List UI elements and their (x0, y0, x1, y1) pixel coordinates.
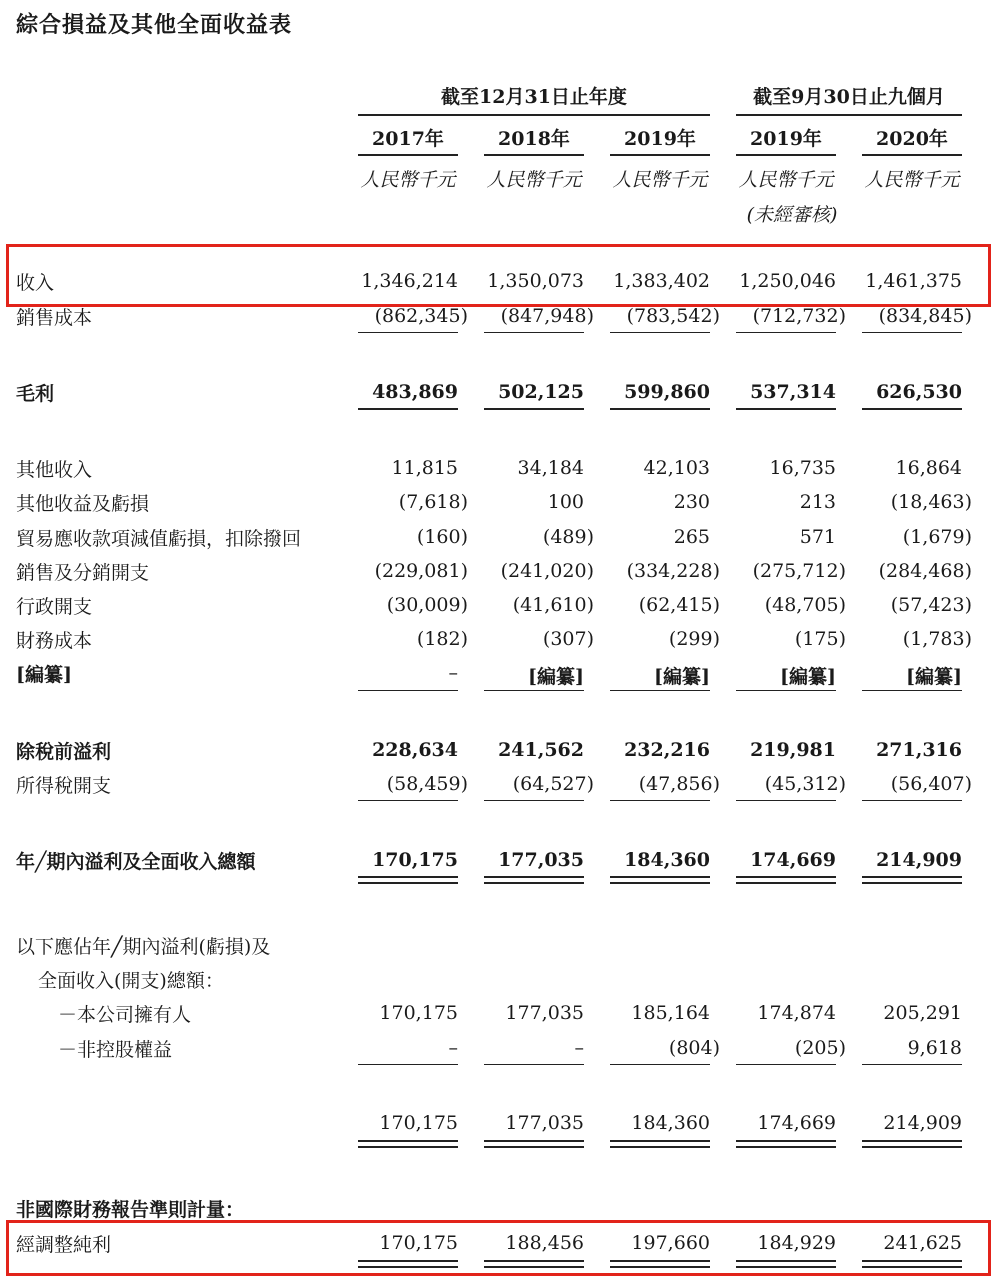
subtotal-rule (484, 800, 584, 801)
table-cell: 174,874 (757, 1002, 836, 1024)
subtotal-rule (862, 800, 962, 801)
table-cell: (783,542) (626, 305, 720, 327)
table-cell: (182) (416, 628, 468, 650)
total-double-rule (484, 876, 584, 884)
row-label-other-gains-losses: 其他收益及虧損 (16, 493, 150, 515)
table-cell: 1,346,214 (361, 270, 458, 292)
subtotal-rule (862, 1064, 962, 1065)
year-header: 2020年 (876, 128, 948, 150)
table-cell: 228,634 (372, 739, 458, 761)
subtotal-rule (358, 1064, 458, 1065)
table-cell: 1,350,073 (487, 270, 584, 292)
subtotal-rule (736, 800, 836, 801)
year-header-rule (484, 154, 584, 156)
table-cell: 219,981 (750, 739, 836, 761)
table-cell: 197,660 (631, 1232, 710, 1254)
row-label-income-tax: 所得稅開支 (16, 775, 112, 797)
table-cell: (834,845) (878, 305, 972, 327)
row-label-selling-expenses: 銷售及分銷開支 (16, 562, 150, 584)
table-cell: (804) (668, 1037, 720, 1059)
subtotal-rule (610, 1064, 710, 1065)
row-label-attributable-heading-1: 以下應佔年╱期內溢利(虧損)及 (16, 936, 271, 958)
table-cell: (284,468) (878, 560, 972, 582)
table-cell: (160) (416, 526, 468, 548)
table-cell: 42,103 (643, 457, 710, 479)
table-cell: 599,860 (624, 381, 710, 403)
row-label-redacted: [編纂] (16, 664, 72, 686)
table-cell: (712,732) (752, 305, 846, 327)
total-double-rule (358, 1140, 458, 1148)
row-label-impairment: 貿易應收款項減值虧損，扣除撥回 (16, 528, 302, 550)
year-header-rule (736, 154, 836, 156)
total-double-rule (862, 1140, 962, 1148)
table-cell: [編纂] (906, 666, 962, 688)
table-cell: (30,009) (386, 594, 468, 616)
subtotal-rule (862, 408, 962, 410)
table-cell: 11,815 (391, 457, 458, 479)
table-cell: (45,312) (764, 773, 846, 795)
table-cell: 170,175 (379, 1232, 458, 1254)
table-cell: (862,345) (374, 305, 468, 327)
period-group-rule-nine-months (736, 114, 962, 116)
subtotal-rule (736, 690, 836, 691)
currency-unit: 人民幣千元 (360, 169, 456, 191)
table-cell: 241,562 (498, 739, 584, 761)
table-cell: – (448, 1037, 458, 1059)
table-cell: 170,175 (379, 1112, 458, 1134)
total-double-rule (358, 876, 458, 884)
table-cell: (1,679) (902, 526, 972, 548)
currency-unit: 人民幣千元 (612, 169, 708, 191)
total-double-rule (610, 1140, 710, 1148)
table-cell: – (574, 1037, 584, 1059)
table-cell: (334,228) (626, 560, 720, 582)
subtotal-rule (484, 690, 584, 691)
table-cell: 170,175 (379, 1002, 458, 1024)
table-cell: 571 (799, 526, 836, 548)
page-title: 綜合損益及其他全面收益表 (16, 12, 293, 38)
table-cell: 537,314 (750, 381, 836, 403)
table-cell: (64,527) (512, 773, 594, 795)
period-group-header-nine-months: 截至9月30日止九個月 (753, 86, 945, 108)
subtotal-rule (736, 408, 836, 410)
table-cell: 230 (673, 491, 710, 513)
table-cell: 100 (547, 491, 584, 513)
year-header: 2019年 (624, 128, 696, 150)
subtotal-rule (610, 408, 710, 410)
adjusted-net-profit-highlight-box (6, 1220, 991, 1276)
subtotal-rule (610, 332, 710, 333)
row-label-attributable-heading-2: 全面收入(開支)總額： (38, 970, 224, 992)
year-header-rule (358, 154, 458, 156)
table-cell: 177,035 (505, 1002, 584, 1024)
table-cell: 185,164 (631, 1002, 710, 1024)
table-cell: 214,909 (883, 1112, 962, 1134)
currency-unit: 人民幣千元 (738, 169, 834, 191)
row-label-profit-before-tax: 除稅前溢利 (16, 741, 112, 763)
row-label-owners: －本公司擁有人 (58, 1004, 192, 1026)
table-cell: (299) (668, 628, 720, 650)
table-cell: (48,705) (764, 594, 846, 616)
table-cell: 265 (673, 526, 710, 548)
table-cell: 214,909 (876, 849, 962, 871)
table-cell: 177,035 (505, 1112, 584, 1134)
total-double-rule (736, 876, 836, 884)
table-cell: 177,035 (498, 849, 584, 871)
subtotal-rule (358, 690, 458, 691)
table-cell: 184,360 (624, 849, 710, 871)
table-cell: 188,456 (505, 1232, 584, 1254)
row-label-cost-of-sales: 銷售成本 (16, 307, 93, 329)
table-cell: 483,869 (372, 381, 458, 403)
table-cell: 170,175 (372, 849, 458, 871)
table-cell: (275,712) (752, 560, 846, 582)
table-cell: (229,081) (374, 560, 468, 582)
table-cell: 174,669 (750, 849, 836, 871)
table-cell: (47,856) (638, 773, 720, 795)
total-double-rule (736, 1140, 836, 1148)
table-cell: (56,407) (890, 773, 972, 795)
table-cell: 1,250,046 (739, 270, 836, 292)
row-label-gross-profit: 毛利 (16, 383, 55, 405)
subtotal-rule (358, 800, 458, 801)
table-cell: 174,669 (757, 1112, 836, 1134)
subtotal-rule (358, 408, 458, 410)
table-cell: (41,610) (512, 594, 594, 616)
year-header: 2018年 (498, 128, 570, 150)
total-double-rule (484, 1140, 584, 1148)
table-cell: 241,625 (883, 1232, 962, 1254)
subtotal-rule (484, 332, 584, 333)
table-cell: (7,618) (398, 491, 468, 513)
row-label-non-ifrs-heading: 非國際財務報告準則計量： (16, 1199, 245, 1221)
unaudited-note: (未經審核) (746, 204, 838, 226)
table-cell: (1,783) (902, 628, 972, 650)
table-cell: (241,020) (500, 560, 594, 582)
table-cell: (847,948) (500, 305, 594, 327)
year-header: 2017年 (372, 128, 444, 150)
row-label-finance-costs: 財務成本 (16, 630, 93, 652)
table-cell: 16,735 (769, 457, 836, 479)
table-cell: 1,383,402 (613, 270, 710, 292)
subtotal-rule (736, 332, 836, 333)
total-double-rule (862, 876, 962, 884)
row-label-revenue: 收入 (16, 272, 55, 294)
table-cell: 16,864 (895, 457, 962, 479)
table-cell: 502,125 (498, 381, 584, 403)
row-label-adjusted-net-profit: 經調整純利 (16, 1234, 112, 1256)
table-cell: 271,316 (876, 739, 962, 761)
table-cell: 213 (799, 491, 836, 513)
year-header-rule (862, 154, 962, 156)
subtotal-rule (484, 1064, 584, 1065)
table-cell: 184,360 (631, 1112, 710, 1134)
period-group-rule-annual (358, 114, 710, 116)
table-cell: (489) (542, 526, 594, 548)
table-cell: (307) (542, 628, 594, 650)
year-header: 2019年 (750, 128, 822, 150)
table-cell: 34,184 (517, 457, 584, 479)
row-label-non-controlling: －非控股權益 (58, 1039, 173, 1061)
row-label-other-income: 其他收入 (16, 459, 93, 481)
table-cell: [編纂] (780, 666, 836, 688)
subtotal-rule (358, 332, 458, 333)
table-cell: 9,618 (907, 1037, 962, 1059)
table-cell: – (448, 662, 458, 684)
row-label-admin-expenses: 行政開支 (16, 596, 93, 618)
table-cell: 232,216 (624, 739, 710, 761)
table-cell: 205,291 (883, 1002, 962, 1024)
subtotal-rule (484, 408, 584, 410)
subtotal-rule (736, 1064, 836, 1065)
currency-unit: 人民幣千元 (486, 169, 582, 191)
table-cell: [編纂] (528, 666, 584, 688)
table-cell: (62,415) (638, 594, 720, 616)
table-cell: 626,530 (876, 381, 962, 403)
table-cell: (175) (794, 628, 846, 650)
total-double-rule (610, 876, 710, 884)
subtotal-rule (862, 690, 962, 691)
subtotal-rule (610, 690, 710, 691)
table-cell: [編纂] (654, 666, 710, 688)
subtotal-rule (862, 332, 962, 333)
table-cell: 184,929 (757, 1232, 836, 1254)
revenue-highlight-box (6, 244, 991, 307)
period-group-header-annual: 截至12月31日止年度 (441, 86, 627, 108)
row-label-total-comprehensive-income: 年╱期內溢利及全面收入總額 (16, 851, 256, 873)
table-cell: (205) (794, 1037, 846, 1059)
year-header-rule (610, 154, 710, 156)
table-cell: (58,459) (386, 773, 468, 795)
subtotal-rule (610, 800, 710, 801)
table-cell: 1,461,375 (865, 270, 962, 292)
currency-unit: 人民幣千元 (864, 169, 960, 191)
table-cell: (18,463) (890, 491, 972, 513)
table-cell: (57,423) (890, 594, 972, 616)
